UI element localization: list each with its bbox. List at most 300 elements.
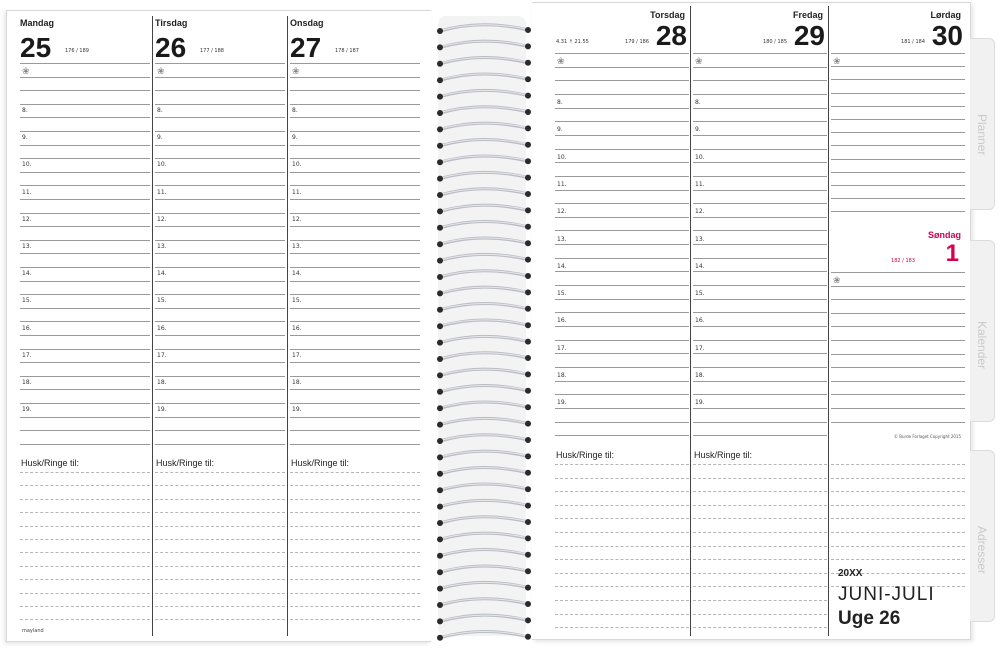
planner-line[interactable] — [20, 362, 150, 363]
planner-line[interactable] — [555, 203, 689, 204]
hour-label: 18. — [292, 379, 302, 386]
note-line[interactable] — [155, 499, 285, 500]
day-column-lørdag — [828, 6, 965, 636]
planner-line[interactable] — [693, 422, 827, 423]
planner-line[interactable] — [290, 389, 420, 390]
planner-line[interactable] — [155, 281, 285, 282]
hour-label: 13. — [22, 243, 32, 250]
planner-line[interactable] — [155, 444, 285, 445]
planner-line[interactable] — [155, 267, 285, 268]
note-line[interactable] — [693, 600, 827, 601]
note-line[interactable] — [555, 627, 689, 628]
planner-line[interactable] — [155, 417, 285, 418]
planner-line[interactable] — [155, 77, 285, 78]
hour-label: 16. — [22, 324, 32, 332]
tab-planner[interactable] — [970, 38, 995, 210]
planner-line[interactable] — [831, 313, 965, 314]
planner-line[interactable] — [555, 353, 689, 354]
note-line[interactable] — [20, 472, 150, 473]
planner-line[interactable] — [20, 281, 150, 282]
note-line[interactable] — [290, 579, 420, 580]
planner-line[interactable] — [20, 308, 150, 309]
day-name: Onsdag — [290, 18, 324, 28]
planner-line[interactable] — [290, 376, 420, 377]
planner-line[interactable] — [20, 335, 150, 336]
planner-line[interactable] — [20, 199, 150, 200]
tab-label: Planner — [975, 114, 989, 156]
sunday-count: 182 / 183 — [891, 258, 915, 264]
planner-line[interactable] — [831, 211, 965, 212]
planner-line[interactable] — [20, 417, 150, 418]
punch-hole — [525, 486, 531, 492]
planner-line[interactable] — [155, 253, 285, 254]
punch-hole — [525, 453, 531, 459]
planner-line[interactable] — [20, 389, 150, 390]
planner-line[interactable] — [693, 244, 827, 245]
planner-line[interactable] — [155, 335, 285, 336]
note-line[interactable] — [155, 472, 285, 473]
hour-label: 15. — [22, 297, 32, 305]
planner-line[interactable] — [555, 285, 689, 286]
punch-hole — [525, 552, 531, 558]
planner-line[interactable] — [693, 312, 827, 313]
planner-line[interactable] — [290, 281, 420, 282]
note-line[interactable] — [693, 546, 827, 547]
planner-line[interactable] — [555, 244, 689, 245]
planner-line[interactable] — [693, 94, 827, 95]
punch-hole — [437, 208, 443, 214]
planner-line[interactable] — [155, 349, 285, 350]
day-name: Mandag — [20, 18, 55, 28]
punch-hole — [525, 519, 531, 525]
note-line[interactable] — [555, 464, 689, 465]
planner-line[interactable] — [693, 326, 827, 327]
note-line[interactable] — [155, 552, 285, 553]
footer-months: JUNI-JULI — [838, 584, 935, 605]
note-line[interactable] — [20, 566, 150, 567]
planner-line[interactable] — [831, 272, 965, 273]
planner-line[interactable] — [693, 108, 827, 109]
planner-line[interactable] — [155, 389, 285, 390]
note-line[interactable] — [290, 472, 420, 473]
tab-adresser[interactable] — [970, 450, 995, 622]
note-line[interactable] — [290, 512, 420, 513]
note-line[interactable] — [693, 478, 827, 479]
planner-line[interactable] — [555, 67, 689, 68]
planner-line[interactable] — [20, 430, 150, 431]
planner-line[interactable] — [155, 362, 285, 363]
planner-line[interactable] — [20, 90, 150, 91]
planner-line[interactable] — [555, 162, 689, 163]
hour-label: 11. — [22, 188, 32, 196]
note-line[interactable] — [693, 573, 827, 574]
note-line[interactable] — [290, 566, 420, 567]
planner-line[interactable] — [831, 408, 965, 409]
planner-line[interactable] — [693, 394, 827, 395]
planner-line[interactable] — [290, 444, 420, 445]
planner-line[interactable] — [290, 63, 420, 64]
planner-line[interactable] — [831, 394, 965, 395]
punch-hole — [437, 405, 443, 411]
planner-line[interactable] — [20, 172, 150, 173]
planner-line[interactable] — [20, 63, 150, 64]
planner-line[interactable] — [155, 226, 285, 227]
planner-line[interactable] — [831, 185, 965, 186]
planner-line[interactable] — [20, 349, 150, 350]
planner-line[interactable] — [831, 198, 965, 199]
note-line[interactable] — [831, 518, 965, 519]
planner-line[interactable] — [20, 294, 150, 295]
planner-line[interactable] — [290, 90, 420, 91]
note-line[interactable] — [555, 600, 689, 601]
planner-line[interactable] — [831, 159, 965, 160]
planner-line[interactable] — [555, 258, 689, 259]
note-line[interactable] — [20, 579, 150, 580]
note-line[interactable] — [555, 546, 689, 547]
punch-hole — [525, 125, 531, 131]
punch-hole — [525, 585, 531, 591]
note-line[interactable] — [155, 619, 285, 620]
note-line[interactable] — [693, 627, 827, 628]
planner-line[interactable] — [155, 321, 285, 322]
sunday-number: 1 — [945, 240, 959, 267]
planner-line[interactable] — [693, 121, 827, 122]
planner-line[interactable] — [555, 190, 689, 191]
day-number: 30 — [931, 20, 963, 51]
planner-line[interactable] — [693, 230, 827, 231]
husk-ringe-label: Husk/Ringe til: — [291, 458, 350, 468]
hour-label: 13. — [157, 243, 167, 250]
planner-line[interactable] — [831, 106, 965, 107]
note-line[interactable] — [155, 485, 285, 486]
note-line[interactable] — [290, 593, 420, 594]
moon-icon: ❀ — [22, 67, 30, 77]
punch-hole — [437, 77, 443, 83]
day-column-onsdag — [287, 16, 420, 636]
planner-line[interactable] — [555, 149, 689, 150]
note-line[interactable] — [693, 532, 827, 533]
planner-line[interactable] — [290, 294, 420, 295]
planner-line[interactable] — [693, 190, 827, 191]
planner-line[interactable] — [155, 430, 285, 431]
note-line[interactable] — [555, 614, 689, 615]
day-column-tirsdag — [152, 16, 285, 636]
planner-line[interactable] — [693, 271, 827, 272]
planner-line[interactable] — [555, 408, 689, 409]
planner-line[interactable] — [20, 185, 150, 186]
punch-hole — [525, 257, 531, 263]
note-line[interactable] — [20, 499, 150, 500]
note-line[interactable] — [555, 505, 689, 506]
planner-line[interactable] — [290, 213, 420, 214]
note-line[interactable] — [555, 518, 689, 519]
planner-line[interactable] — [290, 158, 420, 159]
planner-line[interactable] — [155, 117, 285, 118]
note-line[interactable] — [20, 552, 150, 553]
planner-line[interactable] — [290, 199, 420, 200]
planner-line[interactable] — [555, 394, 689, 395]
planner-line[interactable] — [831, 119, 965, 120]
hour-label: 12. — [695, 208, 705, 216]
planner-line[interactable] — [20, 267, 150, 268]
note-line[interactable] — [20, 526, 150, 527]
planner-line[interactable] — [155, 158, 285, 159]
planner-line[interactable] — [20, 158, 150, 159]
planner-line[interactable] — [831, 340, 965, 341]
planner-line[interactable] — [555, 422, 689, 423]
planner-line[interactable] — [290, 362, 420, 363]
planner-line[interactable] — [693, 435, 827, 436]
planner-line[interactable] — [20, 444, 150, 445]
planner-line[interactable] — [20, 131, 150, 132]
planner-line[interactable] — [555, 94, 689, 95]
note-line[interactable] — [20, 606, 150, 607]
note-line[interactable] — [20, 485, 150, 486]
tab-kalender[interactable] — [970, 240, 995, 422]
note-line[interactable] — [290, 619, 420, 620]
planner-line[interactable] — [693, 67, 827, 68]
note-line[interactable] — [155, 593, 285, 594]
note-line[interactable] — [290, 526, 420, 527]
planner-line[interactable] — [20, 376, 150, 377]
punch-hole — [525, 503, 531, 509]
planner-line[interactable] — [693, 135, 827, 136]
punch-hole — [437, 454, 443, 460]
planner-line[interactable] — [290, 308, 420, 309]
punch-hole — [525, 76, 531, 82]
planner-line[interactable] — [831, 66, 965, 67]
planner-line[interactable] — [290, 172, 420, 173]
planner-line[interactable] — [831, 354, 965, 355]
planner-line[interactable] — [20, 213, 150, 214]
husk-ringe-label: Husk/Ringe til: — [156, 458, 215, 468]
hour-label: 8. — [22, 107, 28, 114]
planner-line[interactable] — [831, 93, 965, 94]
hour-label: 12. — [557, 208, 567, 216]
planner-line[interactable] — [693, 176, 827, 177]
note-line[interactable] — [155, 526, 285, 527]
sun-times: 4.31 ↑ 21.55 — [556, 39, 589, 45]
planner-line[interactable] — [155, 63, 285, 64]
note-line[interactable] — [693, 505, 827, 506]
note-line[interactable] — [693, 518, 827, 519]
planner-line[interactable] — [693, 381, 827, 382]
hour-label: 11. — [557, 180, 567, 188]
planner-line[interactable] — [831, 79, 965, 80]
planner-line[interactable] — [20, 321, 150, 322]
planner-line[interactable] — [831, 367, 965, 368]
note-line[interactable] — [155, 606, 285, 607]
moon-icon: ❀ — [695, 57, 703, 67]
planner-line[interactable] — [155, 308, 285, 309]
planner-line[interactable] — [555, 176, 689, 177]
planner-line[interactable] — [290, 104, 420, 105]
planner-line[interactable] — [831, 286, 965, 287]
note-line[interactable] — [155, 512, 285, 513]
planner-line[interactable] — [290, 335, 420, 336]
planner-line[interactable] — [555, 367, 689, 368]
planner-line[interactable] — [20, 77, 150, 78]
planner-line[interactable] — [831, 145, 965, 146]
planner-line[interactable] — [290, 117, 420, 118]
planner-line[interactable] — [290, 145, 420, 146]
planner-line[interactable] — [20, 104, 150, 105]
planner-line[interactable] — [290, 349, 420, 350]
hour-label: 19. — [695, 399, 705, 407]
note-line[interactable] — [555, 586, 689, 587]
note-line[interactable] — [831, 491, 965, 492]
planner-line[interactable] — [155, 104, 285, 105]
planner-line[interactable] — [693, 53, 827, 54]
planner-line[interactable] — [555, 299, 689, 300]
note-line[interactable] — [20, 539, 150, 540]
punch-hole — [525, 306, 531, 312]
planner-line[interactable] — [155, 240, 285, 241]
planner-line[interactable] — [693, 203, 827, 204]
planner-line[interactable] — [693, 217, 827, 218]
planner-line[interactable] — [831, 326, 965, 327]
note-line[interactable] — [693, 491, 827, 492]
planner-line[interactable] — [555, 435, 689, 436]
punch-hole — [437, 536, 443, 542]
planner-line[interactable] — [290, 226, 420, 227]
planner-line[interactable] — [831, 299, 965, 300]
note-line[interactable] — [831, 505, 965, 506]
note-line[interactable] — [831, 464, 965, 465]
punch-hole — [525, 175, 531, 181]
planner-line[interactable] — [693, 353, 827, 354]
note-line[interactable] — [155, 579, 285, 580]
planner-line[interactable] — [693, 258, 827, 259]
planner-line[interactable] — [155, 90, 285, 91]
note-line[interactable] — [693, 559, 827, 560]
planner-line[interactable] — [290, 430, 420, 431]
punch-hole — [437, 635, 443, 641]
planner-line[interactable] — [693, 285, 827, 286]
planner-line[interactable] — [693, 340, 827, 341]
planner-line[interactable] — [155, 185, 285, 186]
planner-line[interactable] — [555, 135, 689, 136]
note-line[interactable] — [20, 512, 150, 513]
note-line[interactable] — [555, 559, 689, 560]
planner-line[interactable] — [693, 367, 827, 368]
note-line[interactable] — [155, 566, 285, 567]
planner-line[interactable] — [555, 381, 689, 382]
punch-hole — [525, 273, 531, 279]
planner-line[interactable] — [20, 145, 150, 146]
planner-line[interactable] — [555, 80, 689, 81]
planner-line[interactable] — [693, 162, 827, 163]
note-line[interactable] — [693, 614, 827, 615]
hour-label: 15. — [695, 290, 705, 298]
punch-hole — [525, 142, 531, 148]
planner-line[interactable] — [20, 240, 150, 241]
planner-line[interactable] — [555, 230, 689, 231]
note-line[interactable] — [555, 573, 689, 574]
planner-line[interactable] — [155, 403, 285, 404]
planner-line[interactable] — [555, 312, 689, 313]
planner-line[interactable] — [155, 213, 285, 214]
planner-line[interactable] — [555, 340, 689, 341]
planner-line[interactable] — [155, 199, 285, 200]
planner-line[interactable] — [555, 121, 689, 122]
note-line[interactable] — [831, 478, 965, 479]
note-line[interactable] — [290, 539, 420, 540]
note-line[interactable] — [20, 593, 150, 594]
planner-line[interactable] — [155, 131, 285, 132]
note-line[interactable] — [290, 606, 420, 607]
note-line[interactable] — [155, 539, 285, 540]
planner-line[interactable] — [155, 294, 285, 295]
punch-hole — [437, 471, 443, 477]
note-line[interactable] — [831, 532, 965, 533]
planner-line[interactable] — [155, 376, 285, 377]
planner-line[interactable] — [20, 403, 150, 404]
planner-line[interactable] — [20, 226, 150, 227]
planner-line[interactable] — [555, 53, 689, 54]
note-line[interactable] — [693, 586, 827, 587]
planner-line[interactable] — [693, 149, 827, 150]
planner-line[interactable] — [290, 253, 420, 254]
planner-line[interactable] — [290, 240, 420, 241]
planner-line[interactable] — [20, 253, 150, 254]
planner-line[interactable] — [155, 145, 285, 146]
planner-line[interactable] — [831, 53, 965, 54]
planner-line[interactable] — [831, 172, 965, 173]
planner-line[interactable] — [290, 185, 420, 186]
note-line[interactable] — [555, 532, 689, 533]
day-name: Torsdag — [650, 10, 685, 20]
punch-hole — [525, 634, 531, 640]
punch-hole — [437, 110, 443, 116]
planner-line[interactable] — [555, 108, 689, 109]
note-line[interactable] — [555, 491, 689, 492]
planner-line[interactable] — [831, 381, 965, 382]
punch-hole — [525, 339, 531, 345]
punch-hole — [525, 224, 531, 230]
planner-line[interactable] — [290, 403, 420, 404]
planner-line[interactable] — [290, 131, 420, 132]
planner-line[interactable] — [693, 299, 827, 300]
note-line[interactable] — [290, 552, 420, 553]
planner-line[interactable] — [290, 267, 420, 268]
planner-line[interactable] — [290, 417, 420, 418]
hour-label: 18. — [22, 379, 32, 386]
note-line[interactable] — [831, 559, 965, 560]
note-line[interactable] — [831, 546, 965, 547]
planner-line[interactable] — [555, 326, 689, 327]
planner-line[interactable] — [693, 408, 827, 409]
hour-label: 16. — [157, 324, 167, 332]
planner-line[interactable] — [20, 117, 150, 118]
note-line[interactable] — [290, 499, 420, 500]
hour-label: 11. — [695, 180, 705, 188]
planner-line[interactable] — [831, 132, 965, 133]
planner-line[interactable] — [155, 172, 285, 173]
note-line[interactable] — [20, 619, 150, 620]
planner-line[interactable] — [290, 77, 420, 78]
planner-line[interactable] — [290, 321, 420, 322]
note-line[interactable] — [290, 485, 420, 486]
planner-line[interactable] — [831, 422, 965, 423]
note-line[interactable] — [555, 478, 689, 479]
day-number: 27 — [290, 32, 322, 63]
note-line[interactable] — [693, 464, 827, 465]
planner-line[interactable] — [555, 271, 689, 272]
hour-label: 15. — [557, 290, 567, 298]
planner-line[interactable] — [693, 80, 827, 81]
planner-line[interactable] — [555, 217, 689, 218]
